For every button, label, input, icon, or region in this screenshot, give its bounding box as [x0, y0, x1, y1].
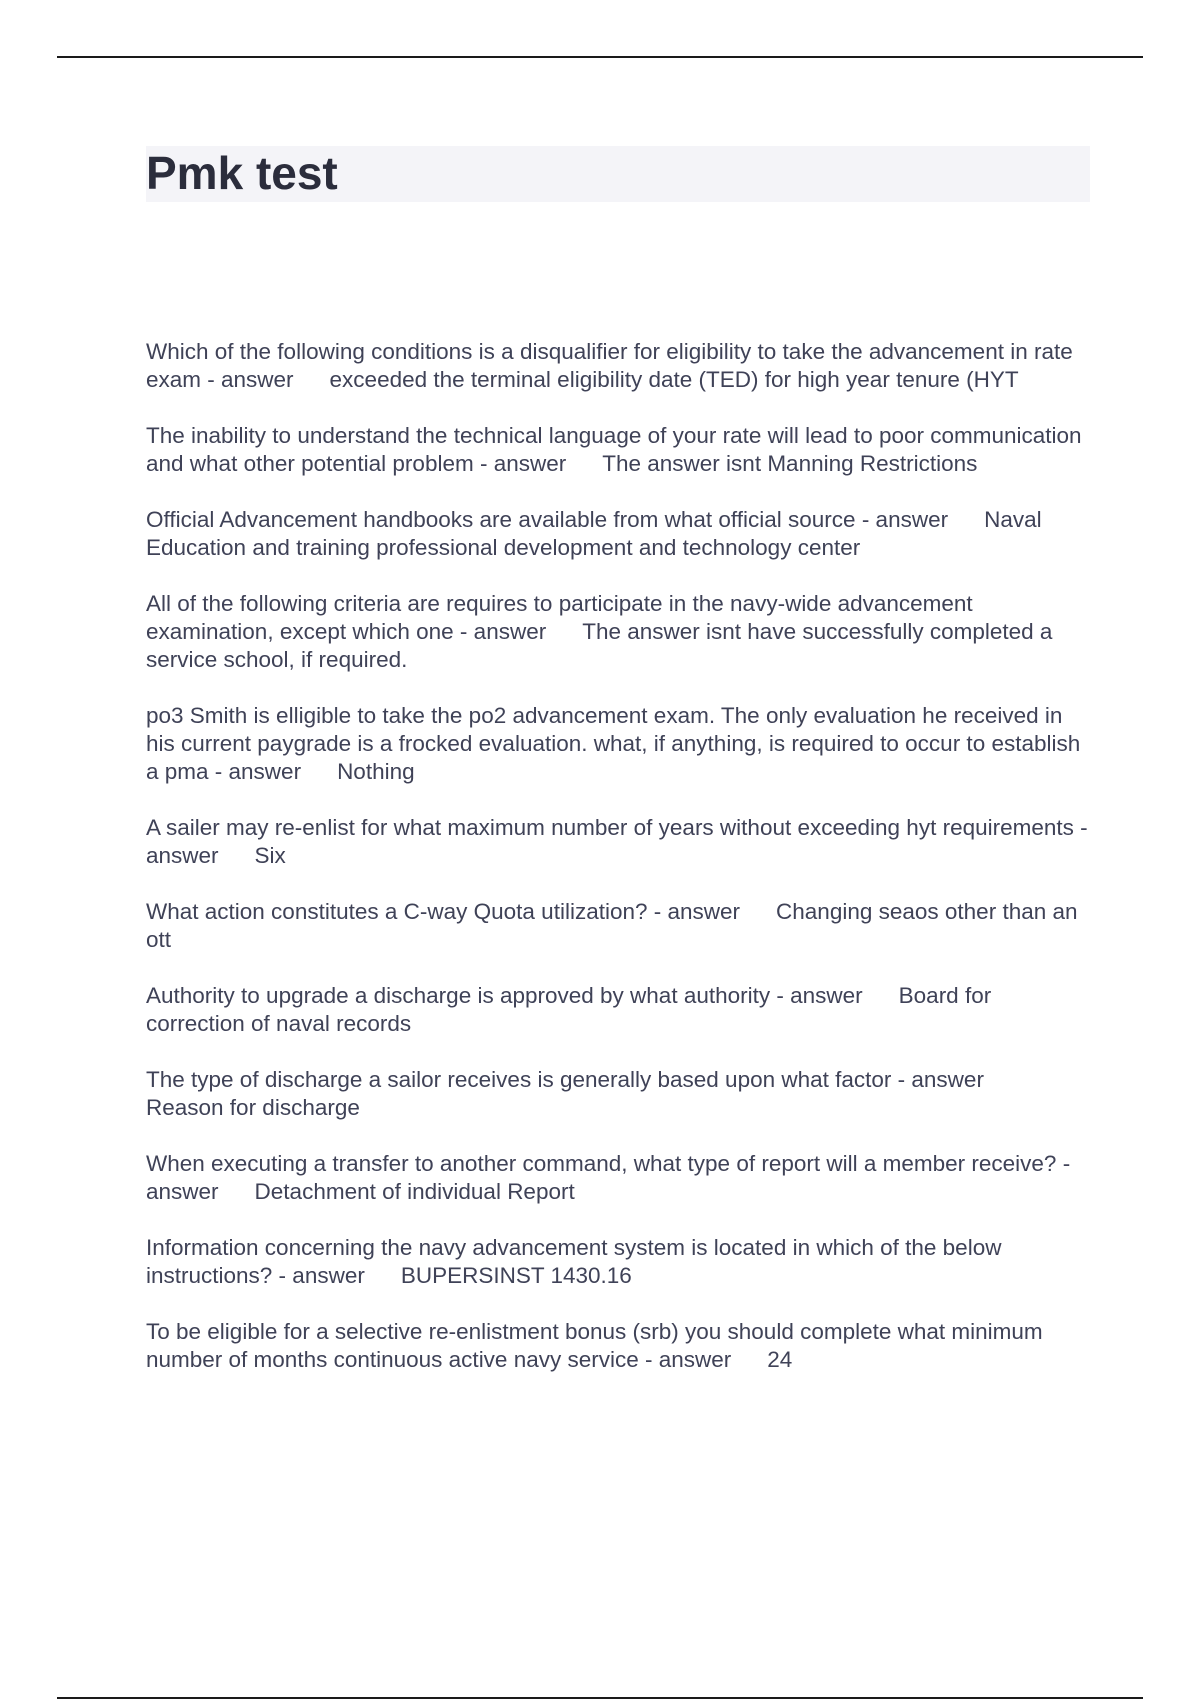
bottom-rule — [57, 1697, 1143, 1699]
qa-item — [146, 590, 1090, 674]
answer-text: 24 — [767, 1347, 793, 1372]
question-text: What action constitutes a C-way Quota utilization? - answer — [146, 899, 741, 924]
answer-text: The answer isnt Manning Restrictions — [602, 451, 978, 476]
qa-item — [146, 982, 1090, 1038]
answer-text: BUPERSINST 1430.16 — [400, 1263, 632, 1288]
page-title: Pmk test — [146, 147, 338, 199]
question-text: Official Advancement handbooks are available from what official source - answer — [146, 507, 949, 532]
answer-text: Nothing — [337, 759, 415, 784]
question-text: Authority to upgrade a discharge is approved by what authority - answer — [146, 983, 863, 1008]
qa-item — [146, 898, 1090, 954]
answer-text: Changing seaos other than an ott — [146, 899, 1078, 952]
qa-item — [146, 1150, 1090, 1206]
question-text: po3 Smith is elligible to take the po2 advancement exam. The only evaluation he received in his current paygrade is a frocked evaluation. what, if anything, is required to occur to establish a pma - answer — [146, 703, 1081, 784]
qa-item — [146, 702, 1090, 786]
answer-text: Reason for discharge — [146, 1095, 360, 1120]
top-rule — [57, 56, 1143, 58]
answer-text: The answer isnt have successfully completed a service school, if required. — [146, 619, 1053, 672]
qa-list — [146, 338, 1090, 1402]
question-text: All of the following criteria are requires to participate in the navy-wide advancement examination, except which one - answer — [146, 591, 973, 644]
question-text: Information concerning the navy advancement system is located in which of the below instructions? - answer — [146, 1235, 1002, 1288]
answer-text: exceeded the terminal eligibility date (TED) for high year tenure (HYT — [329, 367, 1019, 392]
qa-item — [146, 1318, 1090, 1374]
question-text: When executing a transfer to another command, what type of report will a member receive? - answer — [146, 1151, 1071, 1204]
qa-item — [146, 506, 1090, 562]
qa-item — [146, 422, 1090, 478]
answer-text: Naval Education and training professional development and technology center — [146, 507, 1042, 560]
qa-item — [146, 338, 1090, 394]
qa-item — [146, 1234, 1090, 1290]
question-text: To be eligible for a selective re-enlistment bonus (srb) you should complete what minimum number of months continuous active navy service - answer — [146, 1319, 1043, 1372]
question-text: The type of discharge a sailor receives is generally based upon what factor - answer — [146, 1067, 984, 1092]
qa-item — [146, 814, 1090, 870]
answer-text: Six — [254, 843, 286, 868]
answer-text: Board for correction of naval records — [146, 983, 992, 1036]
question-text: Which of the following conditions is a disqualifier for eligibility to take the advancement in rate exam - answer — [146, 339, 1073, 392]
answer-text: Detachment of individual Report — [254, 1179, 575, 1204]
qa-item — [146, 1066, 1090, 1122]
question-text: A sailer may re-enlist for what maximum number of years without exceeding hyt requirements - answer — [146, 815, 1088, 868]
question-text: The inability to understand the technical language of your rate will lead to poor communication and what other potential problem - answer — [146, 423, 1082, 476]
